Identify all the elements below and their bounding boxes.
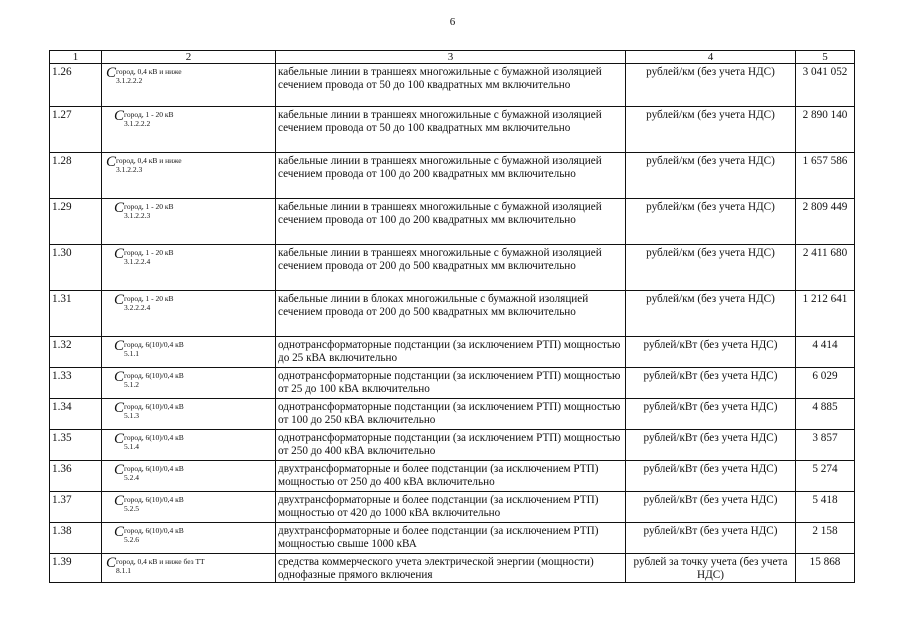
rate-superscript: город, 0,4 кВ и ниже — [116, 67, 182, 76]
row-description: средства коммерческого учета электрической энергии (мощности) однофазные прямого включения — [276, 554, 626, 583]
rate-symbol-indices — [124, 202, 174, 220]
row-number: 1.39 — [50, 554, 102, 583]
column-header-description: 3 — [276, 51, 626, 64]
table-row — [50, 337, 855, 368]
rate-symbol-indices — [116, 557, 205, 575]
rate-subscript: 5.1.3 — [124, 411, 140, 420]
row-description: кабельные линии в траншеях многожильные с бумажной изоляцией сечением провода от 200 до 500 квадратных мм включительно — [276, 245, 626, 291]
row-description: однотрансформаторные подстанции (за исключением РТП) мощностью от 250 до 400 кВА включительно — [276, 430, 626, 461]
row-value: 1 212 641 — [796, 291, 855, 337]
table-row — [50, 245, 855, 291]
rate-symbol-letter: C — [106, 154, 117, 170]
row-unit: рублей/кВт (без учета НДС) — [626, 368, 796, 399]
row-value: 3 041 052 — [796, 64, 855, 107]
rate-superscript: город, 1 - 20 кВ — [124, 248, 174, 257]
row-description: двухтрансформаторные и более подстанции (за исключением РТП) мощностью от 250 до 400 кВА включительно — [276, 461, 626, 492]
row-value: 2 411 680 — [796, 245, 855, 291]
row-description: кабельные линии в траншеях многожильные с бумажной изоляцией сечением провода от 50 до 100 квадратных мм включительно — [276, 107, 626, 153]
row-value: 5 418 — [796, 492, 855, 523]
row-unit: рублей/км (без учета НДС) — [626, 107, 796, 153]
row-number: 1.34 — [50, 399, 102, 430]
rate-code — [102, 430, 276, 461]
column-header-number: 1 — [50, 51, 102, 64]
rate-symbol — [114, 464, 184, 482]
rate-symbol-letter: C — [114, 493, 125, 509]
row-unit: рублей/кВт (без учета НДС) — [626, 430, 796, 461]
rate-symbol-letter: C — [114, 292, 125, 308]
table-row — [50, 523, 855, 554]
row-unit: рублей/км (без учета НДС) — [626, 153, 796, 199]
page-number: 6 — [449, 16, 456, 28]
rate-superscript: город, 6(10)/0,4 кВ — [124, 340, 184, 349]
rate-symbol — [114, 248, 174, 266]
row-number: 1.36 — [50, 461, 102, 492]
rate-code — [102, 399, 276, 430]
rate-code — [102, 291, 276, 337]
table-row — [50, 153, 855, 199]
table-row — [50, 492, 855, 523]
table-row — [50, 399, 855, 430]
row-number: 1.32 — [50, 337, 102, 368]
rate-code — [102, 492, 276, 523]
rate-symbol-indices — [116, 67, 182, 85]
rate-superscript: город, 6(10)/0,4 кВ — [124, 464, 184, 473]
rate-superscript: город, 6(10)/0,4 кВ — [124, 371, 184, 380]
column-header-value: 5 — [796, 51, 855, 64]
row-number: 1.27 — [50, 107, 102, 153]
row-unit: рублей/кВт (без учета НДС) — [626, 399, 796, 430]
rate-code — [102, 107, 276, 153]
rate-code — [102, 368, 276, 399]
rate-symbol-indices — [124, 402, 184, 420]
row-number: 1.37 — [50, 492, 102, 523]
rate-symbol — [114, 110, 174, 128]
rate-subscript: 5.2.6 — [124, 535, 140, 544]
rate-symbol — [106, 557, 205, 575]
row-value: 2 809 449 — [796, 199, 855, 245]
rate-symbol-letter: C — [114, 431, 125, 447]
rate-symbol-letter: C — [114, 108, 125, 124]
rate-subscript: 3.1.2.2.3 — [116, 165, 143, 174]
rate-symbol-letter: C — [114, 338, 125, 354]
rate-symbol-indices — [124, 371, 184, 389]
rate-subscript: 3.1.2.2.3 — [124, 211, 151, 220]
table-row — [50, 64, 855, 107]
rate-symbol — [114, 495, 184, 513]
rate-symbol-indices — [124, 495, 184, 513]
row-value: 2 890 140 — [796, 107, 855, 153]
rate-symbol-letter: C — [114, 200, 125, 216]
rate-subscript: 5.1.1 — [124, 349, 140, 358]
row-unit: рублей/км (без учета НДС) — [626, 291, 796, 337]
rate-superscript: город, 0,4 кВ и ниже — [116, 156, 182, 165]
rate-code — [102, 64, 276, 107]
row-description: однотрансформаторные подстанции (за исключением РТП) мощностью от 100 до 250 кВА включительно — [276, 399, 626, 430]
rate-superscript: город, 6(10)/0,4 кВ — [124, 526, 184, 535]
row-unit: рублей/кВт (без учета НДС) — [626, 337, 796, 368]
row-description: однотрансформаторные подстанции (за исключением РТП) мощностью от 25 до 100 кВА включительно — [276, 368, 626, 399]
rate-superscript: город, 1 - 20 кВ — [124, 202, 174, 211]
rate-symbol-indices — [124, 294, 174, 312]
rate-subscript: 3.1.2.2.2 — [116, 76, 143, 85]
rate-superscript: город, 6(10)/0,4 кВ — [124, 495, 184, 504]
row-number: 1.30 — [50, 245, 102, 291]
rate-symbol-letter: C — [114, 400, 125, 416]
row-number: 1.28 — [50, 153, 102, 199]
rate-code — [102, 199, 276, 245]
rate-code — [102, 245, 276, 291]
table-header-row — [50, 51, 855, 64]
rate-symbol — [106, 67, 182, 85]
row-description: однотрансформаторные подстанции (за исключением РТП) мощностью до 25 кВА включительно — [276, 337, 626, 368]
rate-symbol-letter: C — [106, 555, 117, 571]
rate-symbol — [114, 294, 174, 312]
rate-symbol — [114, 202, 174, 220]
rate-code — [102, 554, 276, 583]
row-description: кабельные линии в траншеях многожильные с бумажной изоляцией сечением провода от 100 до 200 квадратных мм включительно — [276, 199, 626, 245]
row-number: 1.29 — [50, 199, 102, 245]
rate-subscript: 3.2.2.2.4 — [124, 303, 151, 312]
rate-symbol-indices — [124, 248, 174, 266]
row-unit: рублей/кВт (без учета НДС) — [626, 461, 796, 492]
row-value: 4 414 — [796, 337, 855, 368]
table-row — [50, 430, 855, 461]
row-description: двухтрансформаторные и более подстанции (за исключением РТП) мощностью свыше 1000 кВА — [276, 523, 626, 554]
rate-symbol — [114, 433, 184, 451]
rate-subscript: 5.2.5 — [124, 504, 140, 513]
rate-code — [102, 523, 276, 554]
rate-superscript: город, 0,4 кВ и ниже без ТТ — [116, 557, 205, 566]
rate-symbol-letter: C — [114, 246, 125, 262]
rate-symbol-letter: C — [106, 65, 117, 81]
rate-superscript: город, 6(10)/0,4 кВ — [124, 402, 184, 411]
rate-symbol-indices — [124, 340, 184, 358]
row-value: 3 857 — [796, 430, 855, 461]
rate-symbol-indices — [124, 433, 184, 451]
rate-symbol — [114, 340, 184, 358]
table-row — [50, 107, 855, 153]
row-description: двухтрансформаторные и более подстанции (за исключением РТП) мощностью от 420 до 1000 кВА включительно — [276, 492, 626, 523]
row-number: 1.38 — [50, 523, 102, 554]
row-value: 15 868 — [796, 554, 855, 583]
column-header-code: 2 — [102, 51, 276, 64]
row-value: 4 885 — [796, 399, 855, 430]
rate-symbol — [114, 371, 184, 389]
table-row — [50, 368, 855, 399]
tariff-table — [49, 50, 855, 583]
row-value: 6 029 — [796, 368, 855, 399]
rate-symbol-letter: C — [114, 524, 125, 540]
column-header-unit: 4 — [626, 51, 796, 64]
row-number: 1.35 — [50, 430, 102, 461]
row-unit: рублей за точку учета (без учета НДС) — [626, 554, 796, 583]
rate-code — [102, 153, 276, 199]
row-value: 1 657 586 — [796, 153, 855, 199]
rate-superscript: город, 6(10)/0,4 кВ — [124, 433, 184, 442]
rate-symbol-letter: C — [114, 462, 125, 478]
rate-subscript: 5.1.2 — [124, 380, 140, 389]
table-row — [50, 554, 855, 583]
rate-superscript: город, 1 - 20 кВ — [124, 110, 174, 119]
rate-code — [102, 337, 276, 368]
row-unit: рублей/кВт (без учета НДС) — [626, 523, 796, 554]
row-number: 1.33 — [50, 368, 102, 399]
row-value: 5 274 — [796, 461, 855, 492]
table-row — [50, 291, 855, 337]
rate-subscript: 3.1.2.2.2 — [124, 119, 151, 128]
rate-symbol — [114, 526, 184, 544]
rate-symbol-indices — [116, 156, 182, 174]
row-number: 1.31 — [50, 291, 102, 337]
row-description: кабельные линии в траншеях многожильные с бумажной изоляцией сечением провода от 100 до 200 квадратных мм включительно — [276, 153, 626, 199]
rate-subscript: 5.1.4 — [124, 442, 140, 451]
row-description: кабельные линии в траншеях многожильные с бумажной изоляцией сечением провода от 50 до 100 квадратных мм включительно — [276, 64, 626, 107]
rate-subscript: 3.1.2.2.4 — [124, 257, 151, 266]
rate-subscript: 5.2.4 — [124, 473, 140, 482]
rate-superscript: город, 1 - 20 кВ — [124, 294, 174, 303]
row-unit: рублей/км (без учета НДС) — [626, 199, 796, 245]
rate-symbol-indices — [124, 526, 184, 544]
rate-symbol — [106, 156, 182, 174]
row-value: 2 158 — [796, 523, 855, 554]
rate-symbol-letter: C — [114, 369, 125, 385]
rate-subscript: 8.1.1 — [116, 566, 132, 575]
row-unit: рублей/км (без учета НДС) — [626, 64, 796, 107]
table-row — [50, 199, 855, 245]
rate-symbol — [114, 402, 184, 420]
rate-symbol-indices — [124, 110, 174, 128]
rate-symbol-indices — [124, 464, 184, 482]
row-description: кабельные линии в блоках многожильные с бумажной изоляцией сечением провода от 200 до 500 квадратных мм включительно — [276, 291, 626, 337]
row-unit: рублей/кВт (без учета НДС) — [626, 492, 796, 523]
row-unit: рублей/км (без учета НДС) — [626, 245, 796, 291]
table-row — [50, 461, 855, 492]
row-number: 1.26 — [50, 64, 102, 107]
rate-code — [102, 461, 276, 492]
